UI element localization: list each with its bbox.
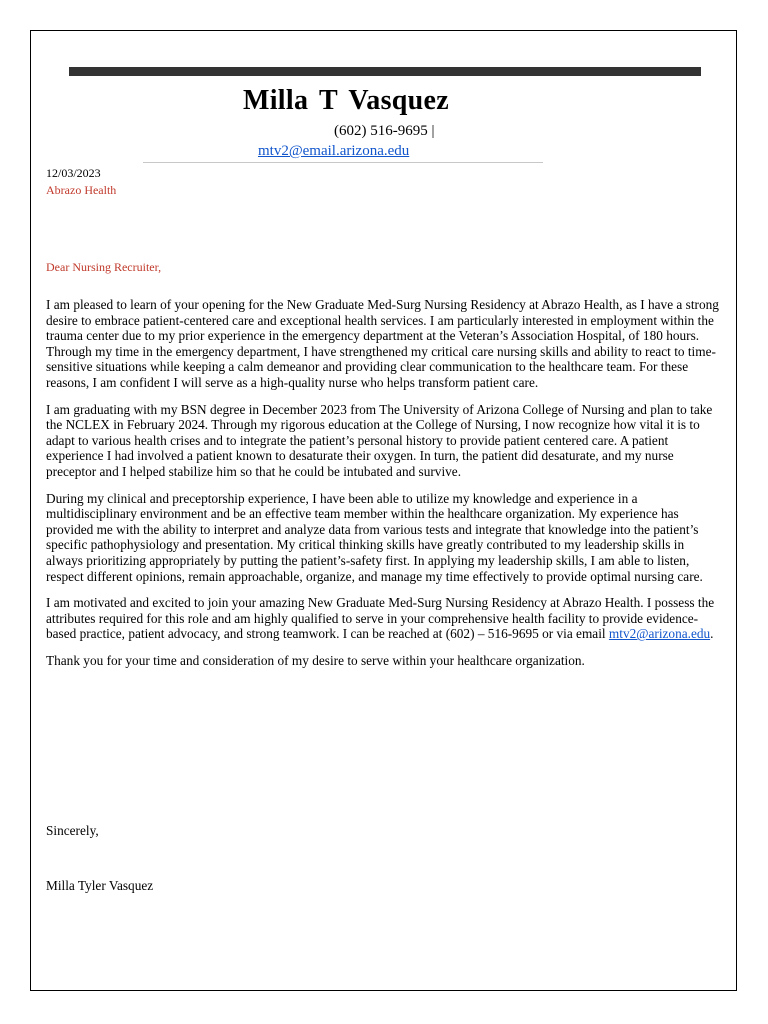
applicant-name: Milla T Vasquez [243, 85, 449, 116]
paragraph-3: During my clinical and preceptorship experience, I have been able to utilize my knowledge and experience in a multidisciplinary environment and be an effective team member within the healthcare organization. My experience has provided me with the ability to interpret and analyze data from various tests and integrate that knowledge into the patient’s specific pathophysiology and presentation. My critical thinking skills have greatly contributed to my leadership skills in always prioritizing appropriately by putting the patient’s-safety first. In applying my leadership skills, I am able to listen, respect different opinions, remain approachable, organize, and manage my time effectively to provide optimal nursing care. [46, 490, 703, 584]
letter-body [46, 297, 722, 679]
email-link[interactable]: mtv2@email.arizona.edu [258, 143, 410, 159]
paragraph-1: I am pleased to learn of your opening for the New Graduate Med-Surg Nursing Residency at Abrazo Health, as I have a strong desire to embrace patient-centered care and exceptional health services. I am particularly interested in employment within the trauma center due to my prior experience in the emergency department at the Veteran’s Association Hospital, of 180 hours. Through my time in the emergency department, I have strengthened my critical care nursing skills and ability to react to time-sensitive situations while keeping a calm demeanor and providing clear communication to the healthcare team. For these reasons, I am confident I will serve as a high-quality nurse who helps transform patient care. [46, 297, 719, 390]
paragraph-4 [46, 595, 722, 642]
body-email-link[interactable]: mtv2@arizona.edu [608, 626, 711, 642]
signature-name: Milla Tyler Vasquez [46, 878, 154, 893]
header-bar [69, 67, 701, 76]
paragraph-4-end: . [710, 626, 714, 642]
paragraph-5: Thank you for your time and consideration of my desire to serve within your healthcare organization. [46, 652, 585, 668]
paragraph-2: I am graduating with my BSN degree in December 2023 from The University of Arizona College of Nursing and plan to take the NCLEX in February 2024. Through my rigorous education at the College of Nursing, I now recognize how vital it is to adapt to various health crises and to integrate the patient’s personal history to provide patient centered care. A patient experience I had involved a patient known to desaturate their oxygen. In turn, the patient did desaturate, and my nurse preceptor and I helped stabilize him so that he could be intubated and survive. [46, 401, 713, 479]
closing: Sincerely, [46, 823, 99, 838]
letter-page [30, 30, 737, 991]
salutation: Dear Nursing Recruiter, [46, 260, 162, 274]
header-divider [143, 162, 543, 163]
letter-date: 12/03/2023 [46, 166, 101, 180]
phone-number: (602) 516-9695 | [334, 123, 435, 139]
company-name: Abrazo Health [46, 183, 117, 197]
paragraph-4-text: I am motivated and excited to join your amazing New Graduate Med-Surg Nursing Residency at Abrazo Health. I possess the attributes required for this role and am highly qualified to serve in your comprehensive health facility to provide evidence-based practice, patient advocacy, and strong teamwork. I can be reached at (602) – 516-9695 or via email [46, 595, 715, 642]
